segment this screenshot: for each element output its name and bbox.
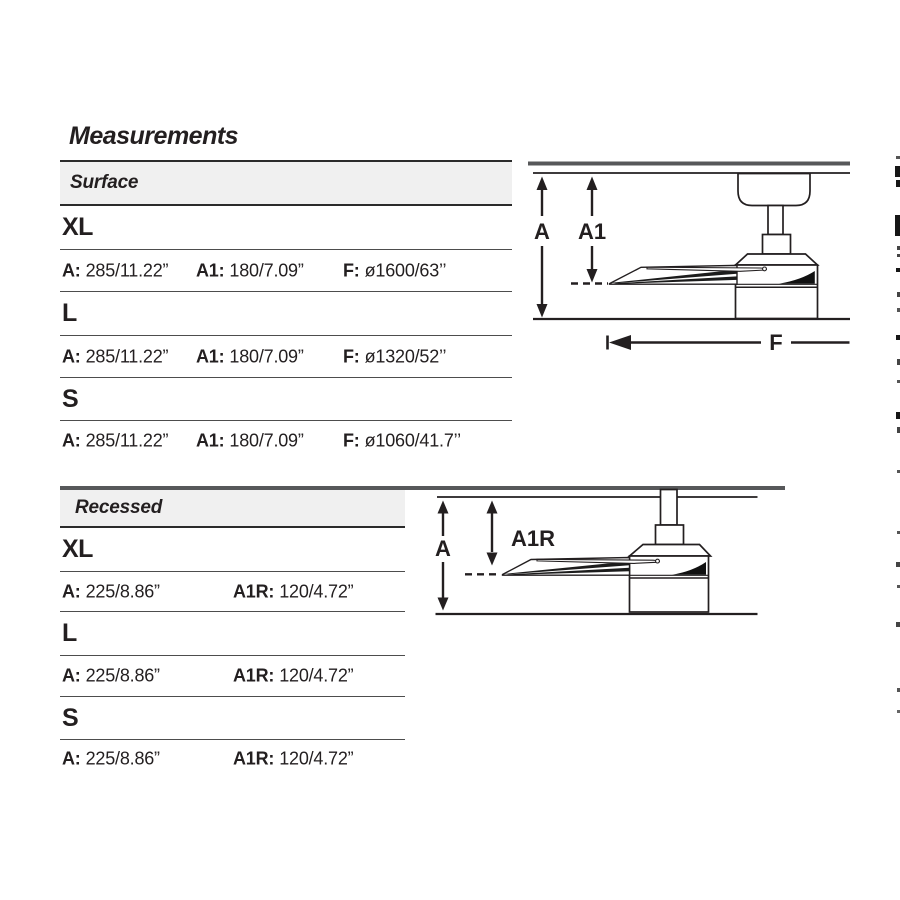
label-a1: A1 bbox=[577, 219, 607, 244]
cropped-content-artifact bbox=[895, 215, 900, 236]
table-row-size bbox=[60, 697, 405, 740]
measure-a: A: 225/8.86” bbox=[62, 748, 160, 769]
ceiling-fan-surface-drawing bbox=[610, 174, 818, 319]
size-label: S bbox=[62, 703, 79, 732]
fan-coupler bbox=[763, 235, 791, 255]
measure-a1r: A1R: 120/4.72” bbox=[233, 581, 354, 601]
dimension-arrow-a bbox=[537, 177, 548, 318]
measure-a: A: 225/8.86” bbox=[62, 581, 160, 601]
table-row-values bbox=[60, 572, 405, 612]
measure-a: A: 285/11.22” bbox=[62, 260, 169, 280]
table-row-values bbox=[60, 740, 405, 778]
measure-a1r: A1R: 120/4.72” bbox=[233, 665, 354, 686]
size-label: L bbox=[62, 619, 77, 647]
cropped-content-artifact bbox=[896, 335, 900, 340]
page-title: Measurements bbox=[69, 122, 239, 150]
fan-downrod bbox=[768, 206, 783, 235]
table-row-values bbox=[60, 421, 512, 461]
label-a1r: A1R bbox=[511, 526, 556, 551]
fan-canopy bbox=[738, 174, 810, 206]
cropped-content-artifact bbox=[896, 156, 900, 159]
table-row-values bbox=[60, 336, 512, 378]
size-label: XL bbox=[62, 535, 93, 563]
recessed-table-header bbox=[60, 490, 405, 528]
label-a: A bbox=[534, 219, 550, 244]
surface-table-header bbox=[60, 162, 512, 206]
measure-f: F: ø1320/52’’ bbox=[343, 346, 447, 366]
size-label: S bbox=[62, 384, 79, 413]
measure-a1: A1: 180/7.09” bbox=[196, 260, 304, 280]
label-a: A bbox=[435, 536, 451, 561]
size-label: L bbox=[62, 299, 77, 327]
fan-motor-housing-top bbox=[736, 254, 818, 265]
measure-a: A: 225/8.86” bbox=[62, 665, 160, 686]
surface-header-label: Surface bbox=[70, 172, 139, 193]
table-row-size bbox=[60, 612, 405, 656]
table-row-size bbox=[60, 206, 512, 250]
fan-body bbox=[630, 556, 709, 612]
measure-a1: A1: 180/7.09” bbox=[196, 346, 304, 366]
cropped-content-artifact bbox=[896, 562, 900, 567]
cropped-content-artifact bbox=[896, 412, 900, 419]
recessed-measurements-table bbox=[60, 490, 405, 778]
recessed-mount-diagram bbox=[420, 480, 790, 625]
measure-a1: A1: 180/7.09” bbox=[196, 430, 304, 451]
dimension-arrow-f bbox=[608, 335, 850, 350]
fan-motor-housing-top bbox=[630, 545, 711, 557]
fan-downrod bbox=[661, 490, 678, 526]
table-row-size bbox=[60, 378, 512, 421]
label-f: F bbox=[769, 330, 783, 355]
fan-coupler bbox=[656, 525, 684, 545]
table-row-values bbox=[60, 250, 512, 292]
cropped-content-artifact bbox=[896, 268, 900, 272]
dimension-arrow-a1r bbox=[487, 501, 498, 566]
cropped-content-artifact bbox=[896, 622, 900, 627]
measure-a: A: 285/11.22” bbox=[62, 430, 169, 451]
surface-measurements-table bbox=[60, 160, 512, 461]
measure-f: F: ø1060/41.7’’ bbox=[343, 430, 461, 451]
surface-mount-diagram bbox=[520, 155, 890, 360]
measure-a: A: 285/11.22” bbox=[62, 346, 169, 366]
measure-f: F: ø1600/63’’ bbox=[343, 260, 447, 280]
recessed-header-label: Recessed bbox=[75, 497, 163, 518]
table-row-size bbox=[60, 528, 405, 572]
measure-a1r: A1R: 120/4.72” bbox=[233, 748, 354, 769]
cropped-content-artifact bbox=[896, 180, 900, 187]
cropped-content-artifact bbox=[895, 166, 900, 177]
fan-body bbox=[736, 265, 818, 319]
table-row-size bbox=[60, 292, 512, 336]
table-row-values bbox=[60, 656, 405, 697]
size-label: XL bbox=[62, 213, 93, 241]
